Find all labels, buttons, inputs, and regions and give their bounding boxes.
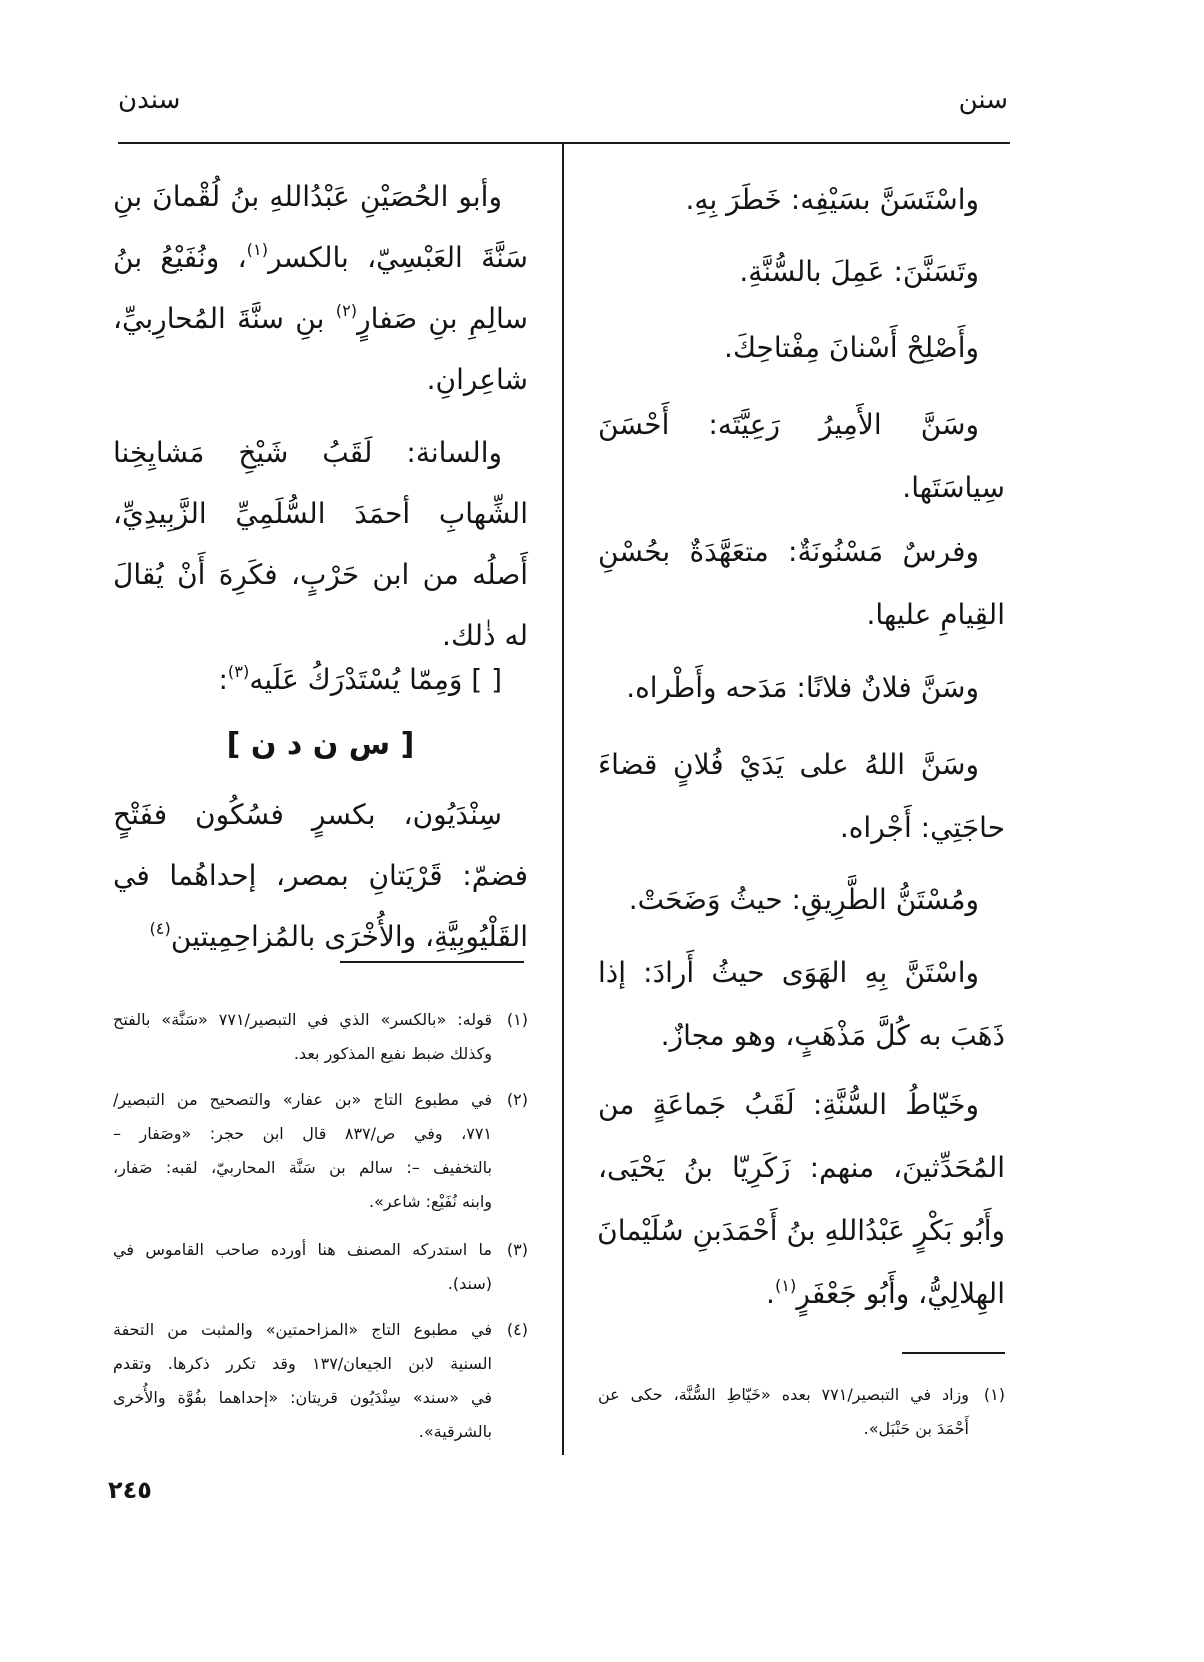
entry-line: أَصلُه من ابن حَرْبٍ، فكَرِهَ أَنْ يُقالَ <box>113 558 528 591</box>
footnote-marker: (١) <box>774 1275 797 1295</box>
running-head-right: سنن <box>958 85 1008 115</box>
footnote <box>113 1083 528 1219</box>
entry-line: شاعِرانِ. <box>426 363 528 396</box>
entry-line <box>598 1262 1005 1325</box>
entry-text: بنِ سنَّةَ المُحارِبيِّ، <box>113 302 336 335</box>
footnote-line: وزاد في التبصير/٧٧١ بعده «خَيّاطِ السُّنَّة، حكى عن <box>598 1385 970 1404</box>
entry-paragraph <box>598 393 1005 519</box>
entry-text: سالِمِ بنِ صَفارٍ <box>357 302 528 335</box>
footnote-line: في «سند» سِنْدَيُون قريتان: «إحداهما بفُوَّة والأُخرى <box>113 1388 492 1407</box>
page-number: ٢٤٥ <box>108 1476 152 1504</box>
entry-line <box>113 649 528 710</box>
entry-line: سِنْدَيُون، بكسرٍ فسُكُون ففَتْحٍ <box>113 798 502 831</box>
footnote-line: ما استدركه المصنف هنا أورده صاحب القاموس في <box>113 1240 492 1259</box>
footnote-line: قوله: «بالكسر» الذي في التبصير/٧٧١ «سَنَّة» بالفتح <box>113 1010 492 1029</box>
footnote-number: (٢) <box>506 1090 528 1109</box>
column-divider <box>562 143 564 1455</box>
entry-line <box>113 288 528 349</box>
footnote-line: السنية لابن الجيعان/١٣٧ وقد تكرر ذكرها. وتقدم <box>113 1354 492 1373</box>
entry-paragraph <box>598 240 1005 303</box>
footnote <box>113 1003 528 1071</box>
footnote-marker: (٤) <box>149 918 171 938</box>
entry-line: واسْتَنَّ بِهِ الهَوَى حيثُ أَرادَ: إذا <box>598 956 979 989</box>
entry-paragraph <box>113 166 528 410</box>
entry-line: وسَنَّ فلانٌ فلانًا: مَدَحه وأَطْراه. <box>626 671 979 704</box>
entry-line: سِياسَتَها. <box>902 471 1005 504</box>
footnote-line: (سند). <box>447 1274 492 1293</box>
footnote-line: ٧٧١، وفي ص/٨٣٧ قال ابن حجر: «وصَفار – <box>113 1124 493 1143</box>
running-head-left: سندن <box>118 85 181 115</box>
entry-line: حاجَتِي: أَجْراه. <box>839 811 1005 844</box>
entry-line: ومُسْتَنُّ الطَّرِيقِ: حيثُ وَضَحَتْ. <box>628 883 979 916</box>
root-heading-block <box>113 714 528 775</box>
footnote <box>598 1378 1005 1446</box>
entry-line: واسْتَسَنَّ بسَيْفِه: خَطَرَ بِهِ. <box>685 183 979 216</box>
entry-line: وسَنَّ اللهُ على يَدَيْ فُلانٍ قضاءَ <box>598 748 979 781</box>
footnote-marker: (٣) <box>227 661 250 681</box>
footnote <box>113 1233 528 1301</box>
entry-line: المُحَدِّثينَ، منهم: زَكَرِيّا بنُ يَحْيَى، <box>598 1151 1005 1184</box>
entry-paragraph <box>113 422 528 666</box>
entry-paragraph <box>598 733 1005 859</box>
entry-paragraph <box>598 1073 1005 1325</box>
entry-line: وخَيّاطُ السُّنَّةِ: لَقَبُ جَماعَةٍ من <box>598 1088 979 1121</box>
root-heading: [ س ن د ن ] <box>226 727 415 762</box>
footnote-number: (١) <box>983 1385 1005 1404</box>
entry-paragraph <box>113 784 528 967</box>
entry-line <box>113 227 528 288</box>
footnote-line: في مطبوع التاج «بن عفار» والتصحيح من التبصير/ <box>113 1090 492 1109</box>
entry-paragraph <box>598 316 1005 379</box>
footnote-rule <box>902 1352 1005 1354</box>
entry-text: سَنَّةَ العَبْسِيّ، بالكسر <box>268 241 529 274</box>
entry-line: القِيامِ عليها. <box>866 598 1005 631</box>
entry-line: وأبو الحُصَيْنِ عَبْدُاللهِ بنُ لُقْمانَ بنِ <box>113 180 502 213</box>
footnote-number: (٤) <box>506 1320 528 1339</box>
footnote <box>113 1313 528 1449</box>
footnote-line: بالشرقية». <box>418 1422 492 1441</box>
entry-line: فضمّ: قَرْيَتانِ بمصر، إحداهُما في <box>113 859 528 892</box>
entry-paragraph <box>598 168 1005 231</box>
entry-line: وأَصْلِحْ أَسْنانَ مِفْتاحِكَ. <box>724 331 979 364</box>
entry-text: [ ] وَمِمّا يُسْتَدْرَكُ عَلَيه <box>249 663 502 696</box>
footnote-number: (١) <box>506 1010 528 1029</box>
footnote-marker: (٢) <box>335 300 358 320</box>
entry-paragraph <box>598 520 1005 646</box>
footnote-number: (٣) <box>506 1240 528 1259</box>
footnote-line: وابنه نُفَيْع: شاعر». <box>368 1192 492 1211</box>
footnote-line: بالتخفيف –: سالم بن سَنَّة المحاربيّ، لقبه: صَفار، <box>113 1158 492 1177</box>
footnote-marker: (١) <box>246 239 269 259</box>
entry-line: وفرسٌ مَسْنُونَةٌ: متعَهَّدَةٌ بحُسْنِ <box>598 535 979 568</box>
footnote-line: وكذلك ضبط نفيع المذكور بعد. <box>293 1044 492 1063</box>
entry-paragraph <box>598 941 1005 1067</box>
entry-paragraph <box>598 656 1005 719</box>
entry-line <box>113 906 528 967</box>
header-rule <box>118 142 1010 144</box>
entry-line: وسَنَّ الأَمِيرُ رَعِيَّتَه: أَحْسَنَ <box>598 408 979 441</box>
addendum-line <box>113 649 528 710</box>
entry-line: والسانة: لَقَبُ شَيْخِ مَشايِخِنا <box>113 436 502 469</box>
entry-text: : <box>218 663 228 696</box>
entry-line: له ذٰلك. <box>442 619 528 652</box>
entry-text: . <box>766 1277 775 1310</box>
entry-text: الهِلالِيُّ، وأَبُو جَعْفَرٍ <box>796 1277 1005 1310</box>
entry-text: القَلْيُوبِيَّةِ، والأُخْرَى بالمُزاحِمِيتين <box>170 920 528 953</box>
entry-line: ذَهَبَ به كُلَّ مَذْهَبٍ، وهو مجازٌ. <box>660 1019 1005 1052</box>
entry-line: وأَبُو بَكْرٍ عَبْدُاللهِ بنُ أَحْمَدَبنِ سُلَيْمانَ <box>597 1214 1005 1247</box>
entry-line: وتَسَنَّنَ: عَمِلَ بالسُّنَّةِ. <box>739 255 979 288</box>
entry-line: الشِّهابِ أحمَدَ السُّلَمِيِّ الزَّبِيدِيِّ، <box>113 497 528 530</box>
entry-text: ، ونُفَيْعُ بنُ <box>113 241 247 274</box>
entry-paragraph <box>598 868 1005 931</box>
footnote-line: في مطبوع التاج «المزاحمتين» والمثبت من التحفة <box>113 1320 492 1339</box>
footnote-line: أَحْمَدَ بن حَنْبَل». <box>863 1419 969 1438</box>
